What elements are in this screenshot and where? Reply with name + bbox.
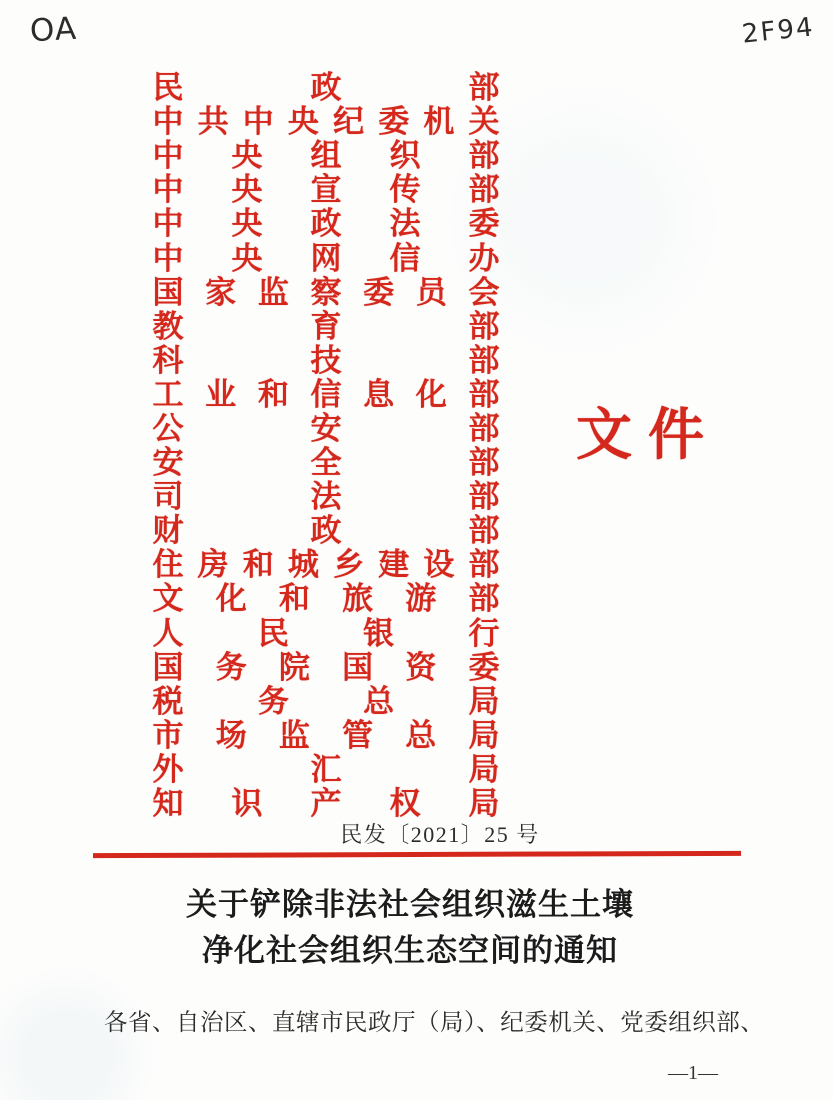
agency-name-character: 全	[310, 445, 342, 481]
agency-name	[152, 719, 500, 753]
agency-name-character: 央	[287, 104, 319, 140]
agency-name	[152, 344, 500, 378]
agency-name-character: 权	[389, 786, 421, 822]
agency-name-character: 游	[405, 581, 437, 617]
agency-name-character: 汇	[310, 751, 342, 787]
agency-name-character: 委	[363, 274, 395, 310]
agency-name-character: 外	[152, 751, 184, 787]
agency-name-character: 技	[310, 342, 342, 378]
agency-name-character: 纪	[333, 104, 365, 140]
agency-name	[152, 582, 500, 616]
agency-name-character: 市	[152, 717, 184, 753]
agency-name-character: 育	[310, 308, 342, 344]
agency-name-character: 委	[378, 104, 410, 140]
agency-name-character: 部	[468, 445, 500, 481]
agency-name-character: 办	[468, 240, 500, 276]
agency-name-character: 和	[242, 547, 274, 583]
agency-name-character: 会	[468, 274, 500, 310]
agency-name-character: 宣	[310, 172, 342, 208]
document-word-label: 文件	[576, 405, 720, 467]
agency-name-character: 部	[468, 138, 500, 174]
agency-name-character: 院	[278, 649, 310, 685]
agency-name-character: 政	[310, 513, 342, 549]
agency-name-character: 识	[231, 786, 263, 822]
agency-name-character: 城	[287, 547, 319, 583]
agency-name-character: 部	[468, 547, 500, 583]
agency-name-character: 央	[231, 172, 263, 208]
agency-name-character: 管	[342, 717, 374, 753]
agency-name-character: 中	[242, 104, 274, 140]
agency-name-character: 法	[310, 479, 342, 515]
agency-name	[152, 310, 500, 344]
agency-name-character: 中	[152, 240, 184, 276]
agency-name-character: 局	[468, 717, 500, 753]
agency-name-character: 税	[152, 683, 184, 719]
agency-name	[152, 71, 500, 105]
agency-name-character: 央	[231, 240, 263, 276]
agency-name	[152, 787, 500, 821]
agency-name-character: 设	[423, 547, 455, 583]
agency-name-character: 部	[468, 172, 500, 208]
agency-name-character: 建	[378, 547, 410, 583]
agency-name	[152, 241, 500, 275]
agency-name-character: 委	[468, 649, 500, 685]
agency-name-character: 部	[468, 410, 500, 446]
agency-name	[152, 378, 500, 412]
agency-name	[152, 480, 500, 514]
agency-name-character: 传	[389, 172, 421, 208]
red-header-divider	[93, 851, 741, 858]
agency-name	[152, 207, 500, 241]
agency-name-character: 共	[197, 104, 229, 140]
agency-name-character: 中	[152, 206, 184, 242]
agency-name-character: 部	[468, 308, 500, 344]
agency-name-character: 和	[257, 376, 289, 412]
agency-name-character: 财	[152, 513, 184, 549]
agency-name	[152, 446, 500, 480]
agency-name-character: 业	[205, 376, 237, 412]
agency-name-character: 银	[363, 615, 395, 651]
document-body-line: 各省、自治区、直辖市民政厅（局）、纪委机关、党委组织部、	[104, 1010, 765, 1036]
agency-name-character: 工	[152, 376, 184, 412]
agency-name-character: 员	[415, 274, 447, 310]
agency-name	[152, 548, 500, 582]
agency-name	[152, 105, 500, 139]
agency-name-character: 网	[310, 240, 342, 276]
agency-name-character: 局	[468, 786, 500, 822]
agency-name-character: 资	[405, 649, 437, 685]
document-title	[0, 882, 820, 974]
agency-name-character: 产	[310, 786, 342, 822]
agency-name-character: 公	[152, 410, 184, 446]
agency-name-character: 家	[205, 274, 237, 310]
page-number: —1—	[668, 1062, 718, 1084]
agency-name-character: 法	[389, 206, 421, 242]
agency-name-character: 委	[468, 206, 500, 242]
agency-name-character: 房	[197, 547, 229, 583]
agency-name-character: 安	[152, 445, 184, 481]
agency-name-character: 信	[389, 240, 421, 276]
agency-name	[152, 617, 500, 651]
agency-name-character: 信	[310, 376, 342, 412]
agency-name-character: 务	[215, 649, 247, 685]
handwritten-annotation-top-right: 2F94	[740, 12, 816, 50]
agency-name-character: 中	[152, 138, 184, 174]
agency-name-character: 国	[342, 649, 374, 685]
agency-name-character: 化	[415, 376, 447, 412]
agency-name-character: 总	[405, 717, 437, 753]
agency-name-character: 央	[231, 206, 263, 242]
agency-name-character: 组	[310, 138, 342, 174]
agency-name	[152, 651, 500, 685]
agency-name-character: 旅	[342, 581, 374, 617]
agency-name-character: 教	[152, 308, 184, 344]
agency-name-character: 文	[152, 581, 184, 617]
agency-name-character: 务	[257, 683, 289, 719]
agency-name-character: 局	[468, 751, 500, 787]
agency-name-character: 部	[468, 342, 500, 378]
agency-name-character: 司	[152, 479, 184, 515]
agency-name-character: 息	[363, 376, 395, 412]
agency-name-character: 政	[310, 70, 342, 106]
agency-name-character: 安	[310, 410, 342, 446]
agency-name	[152, 753, 500, 787]
agency-name-character: 国	[152, 649, 184, 685]
agency-name-character: 部	[468, 70, 500, 106]
document-title-line2: 净化社会组织生态空间的通知	[202, 933, 618, 968]
document-title-line1: 关于铲除非法社会组织滋生土壤	[186, 887, 634, 922]
agency-name-character: 局	[468, 683, 500, 719]
issuing-agency-list	[152, 71, 500, 821]
agency-name-character: 中	[152, 172, 184, 208]
agency-name-character: 民	[152, 70, 184, 106]
agency-name-character: 行	[468, 615, 500, 651]
agency-name-character: 部	[468, 581, 500, 617]
agency-name-character: 监	[257, 274, 289, 310]
agency-name-character: 机	[423, 104, 455, 140]
agency-name-character: 和	[278, 581, 310, 617]
agency-name-character: 部	[468, 376, 500, 412]
agency-name-character: 察	[310, 274, 342, 310]
agency-name-character: 关	[468, 104, 500, 140]
agency-name-character: 总	[363, 683, 395, 719]
agency-name-character: 政	[310, 206, 342, 242]
document-reference-number: 民发〔2021〕25 号	[340, 822, 540, 847]
agency-name	[152, 514, 500, 548]
agency-name-character: 住	[152, 547, 184, 583]
agency-name	[152, 139, 500, 173]
agency-name-character: 乡	[333, 547, 365, 583]
agency-name-character: 科	[152, 342, 184, 378]
agency-name	[152, 276, 500, 310]
handwritten-annotation-top-left: OA	[29, 10, 78, 50]
agency-name-character: 化	[215, 581, 247, 617]
agency-name-character: 监	[278, 717, 310, 753]
agency-name-character: 织	[389, 138, 421, 174]
agency-name-character: 知	[152, 786, 184, 822]
agency-name	[152, 412, 500, 446]
agency-name-character: 部	[468, 513, 500, 549]
agency-name-character: 中	[152, 104, 184, 140]
agency-name	[152, 173, 500, 207]
agency-name	[152, 685, 500, 719]
agency-name-character: 国	[152, 274, 184, 310]
agency-name-character: 民	[257, 615, 289, 651]
agency-name-character: 场	[215, 717, 247, 753]
agency-name-character: 人	[152, 615, 184, 651]
agency-name-character: 央	[231, 138, 263, 174]
agency-name-character: 部	[468, 479, 500, 515]
